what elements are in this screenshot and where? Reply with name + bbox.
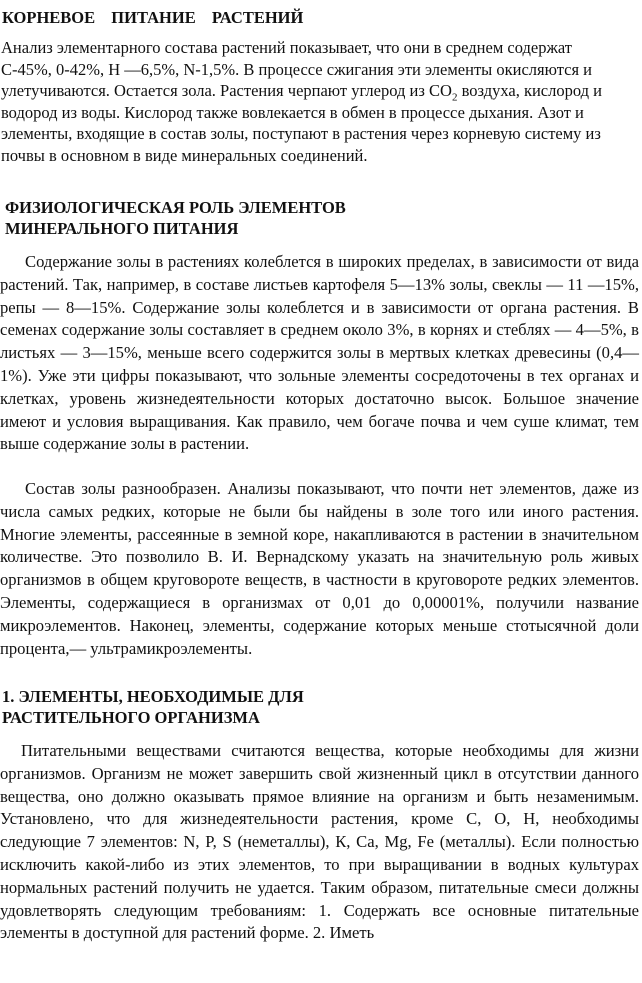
co2-subscript: 2 [451, 91, 458, 104]
physiology-heading: ФИЗИОЛОГИЧЕСКАЯ РОЛЬ ЭЛЕМЕНТОВ МИНЕРАЛЬНОГО ПИТАНИЯ [5, 198, 346, 238]
nutrients-paragraph: Питательными веществами считаются вещества, которые необходимы для жизни организмов. Организм не может завершить свой жизненный цикл в отсутствии данного вещества, оно должно оказывать прямое влияние на организм и быть незаменимым. Установлено, что для жизнедеятельности растения, кроме С, О, Н, необходимы следующие 7 элементов: N, P, S (неметаллы), К, Ca, Mg, Fe (металлы). Если полностью исключить какой-либо из этих элементов, то при выращивании в водных культурах нормальных растений получить не удается. Таким образом, питательные смеси должны удовлетворять следующим требованиям: 1. Содержать все основные питательные элементы в доступной для растений форме. 2. Иметь [0, 741, 639, 943]
ash-composition-paragraph: Состав золы разнообразен. Анализы показывают, что почти нет элементов, даже из числа самых редких, которые не были бы найдены в золе того или иного растения. Многие элементы, рассеянные в земной коре, накапливаются в растении в значительном количестве. Это позволило В. И. Вернадскому указать на значительную роль живых организмов в общем круговороте веществ, в частности в круговороте редких элементов. Элементы, содержащиеся в организмах от 0,01 до 0,00001%, получили название микроэлементов. Наконец, элементы, содержание которых меньше стотысячной доли процента,— ультрамикроэлементы. [0, 479, 639, 658]
intro-text-part1: Анализ элементарного состава растений показывает, что они в среднем содержат С-45%, 0-42%, Н —6,5%, N-1,5%. В процессе сжигания эти элементы окисляются и улетучиваются. Остается зола. Растения черпают углерод из СО [1, 38, 593, 100]
ash-content-paragraph: Содержание золы в растениях колеблется в широких пределах, в зависимости от вида растений. Так, например, в составе листьев картофеля 5—13% золы, свеклы — 11 —15%, репы — 8—15%. Содержание золы колеблется и в зависимости от органа растения. В семенах содержание золы составляет в среднем около 3%, в корнях и стеблях — 4—5%, в листьях — 3—15%, меньше всего содержится золы в мертвых клетках древесины (0,4—1%). Уже эти цифры показывают, что зольные элементы сосредоточены в тех органах и клетках, уровень жизнедеятельности которых достаточно высок. Большое значение имеют и условия выращивания. Как правило, чем богаче почва и чем суше климат, тем выше содержание золы в растении. [0, 252, 639, 454]
intro-paragraph [1, 37, 621, 166]
intro-text-part2: воздуха, кислород и водород из воды. Кислород также вовлекается в обмен в процессе дыхания. Азот и элементы, входящие в состав золы, поступают в растения через корневую систему из почвы в основном в виде минеральных соединений. [1, 81, 602, 165]
section-1-heading: 1. ЭЛЕМЕНТЫ, НЕОБХОДИМЫЕ ДЛЯ РАСТИТЕЛЬНОГО ОРГАНИЗМА [2, 687, 304, 727]
main-heading: КОРНЕВОЕ ПИТАНИЕ РАСТЕНИЙ [2, 8, 304, 27]
